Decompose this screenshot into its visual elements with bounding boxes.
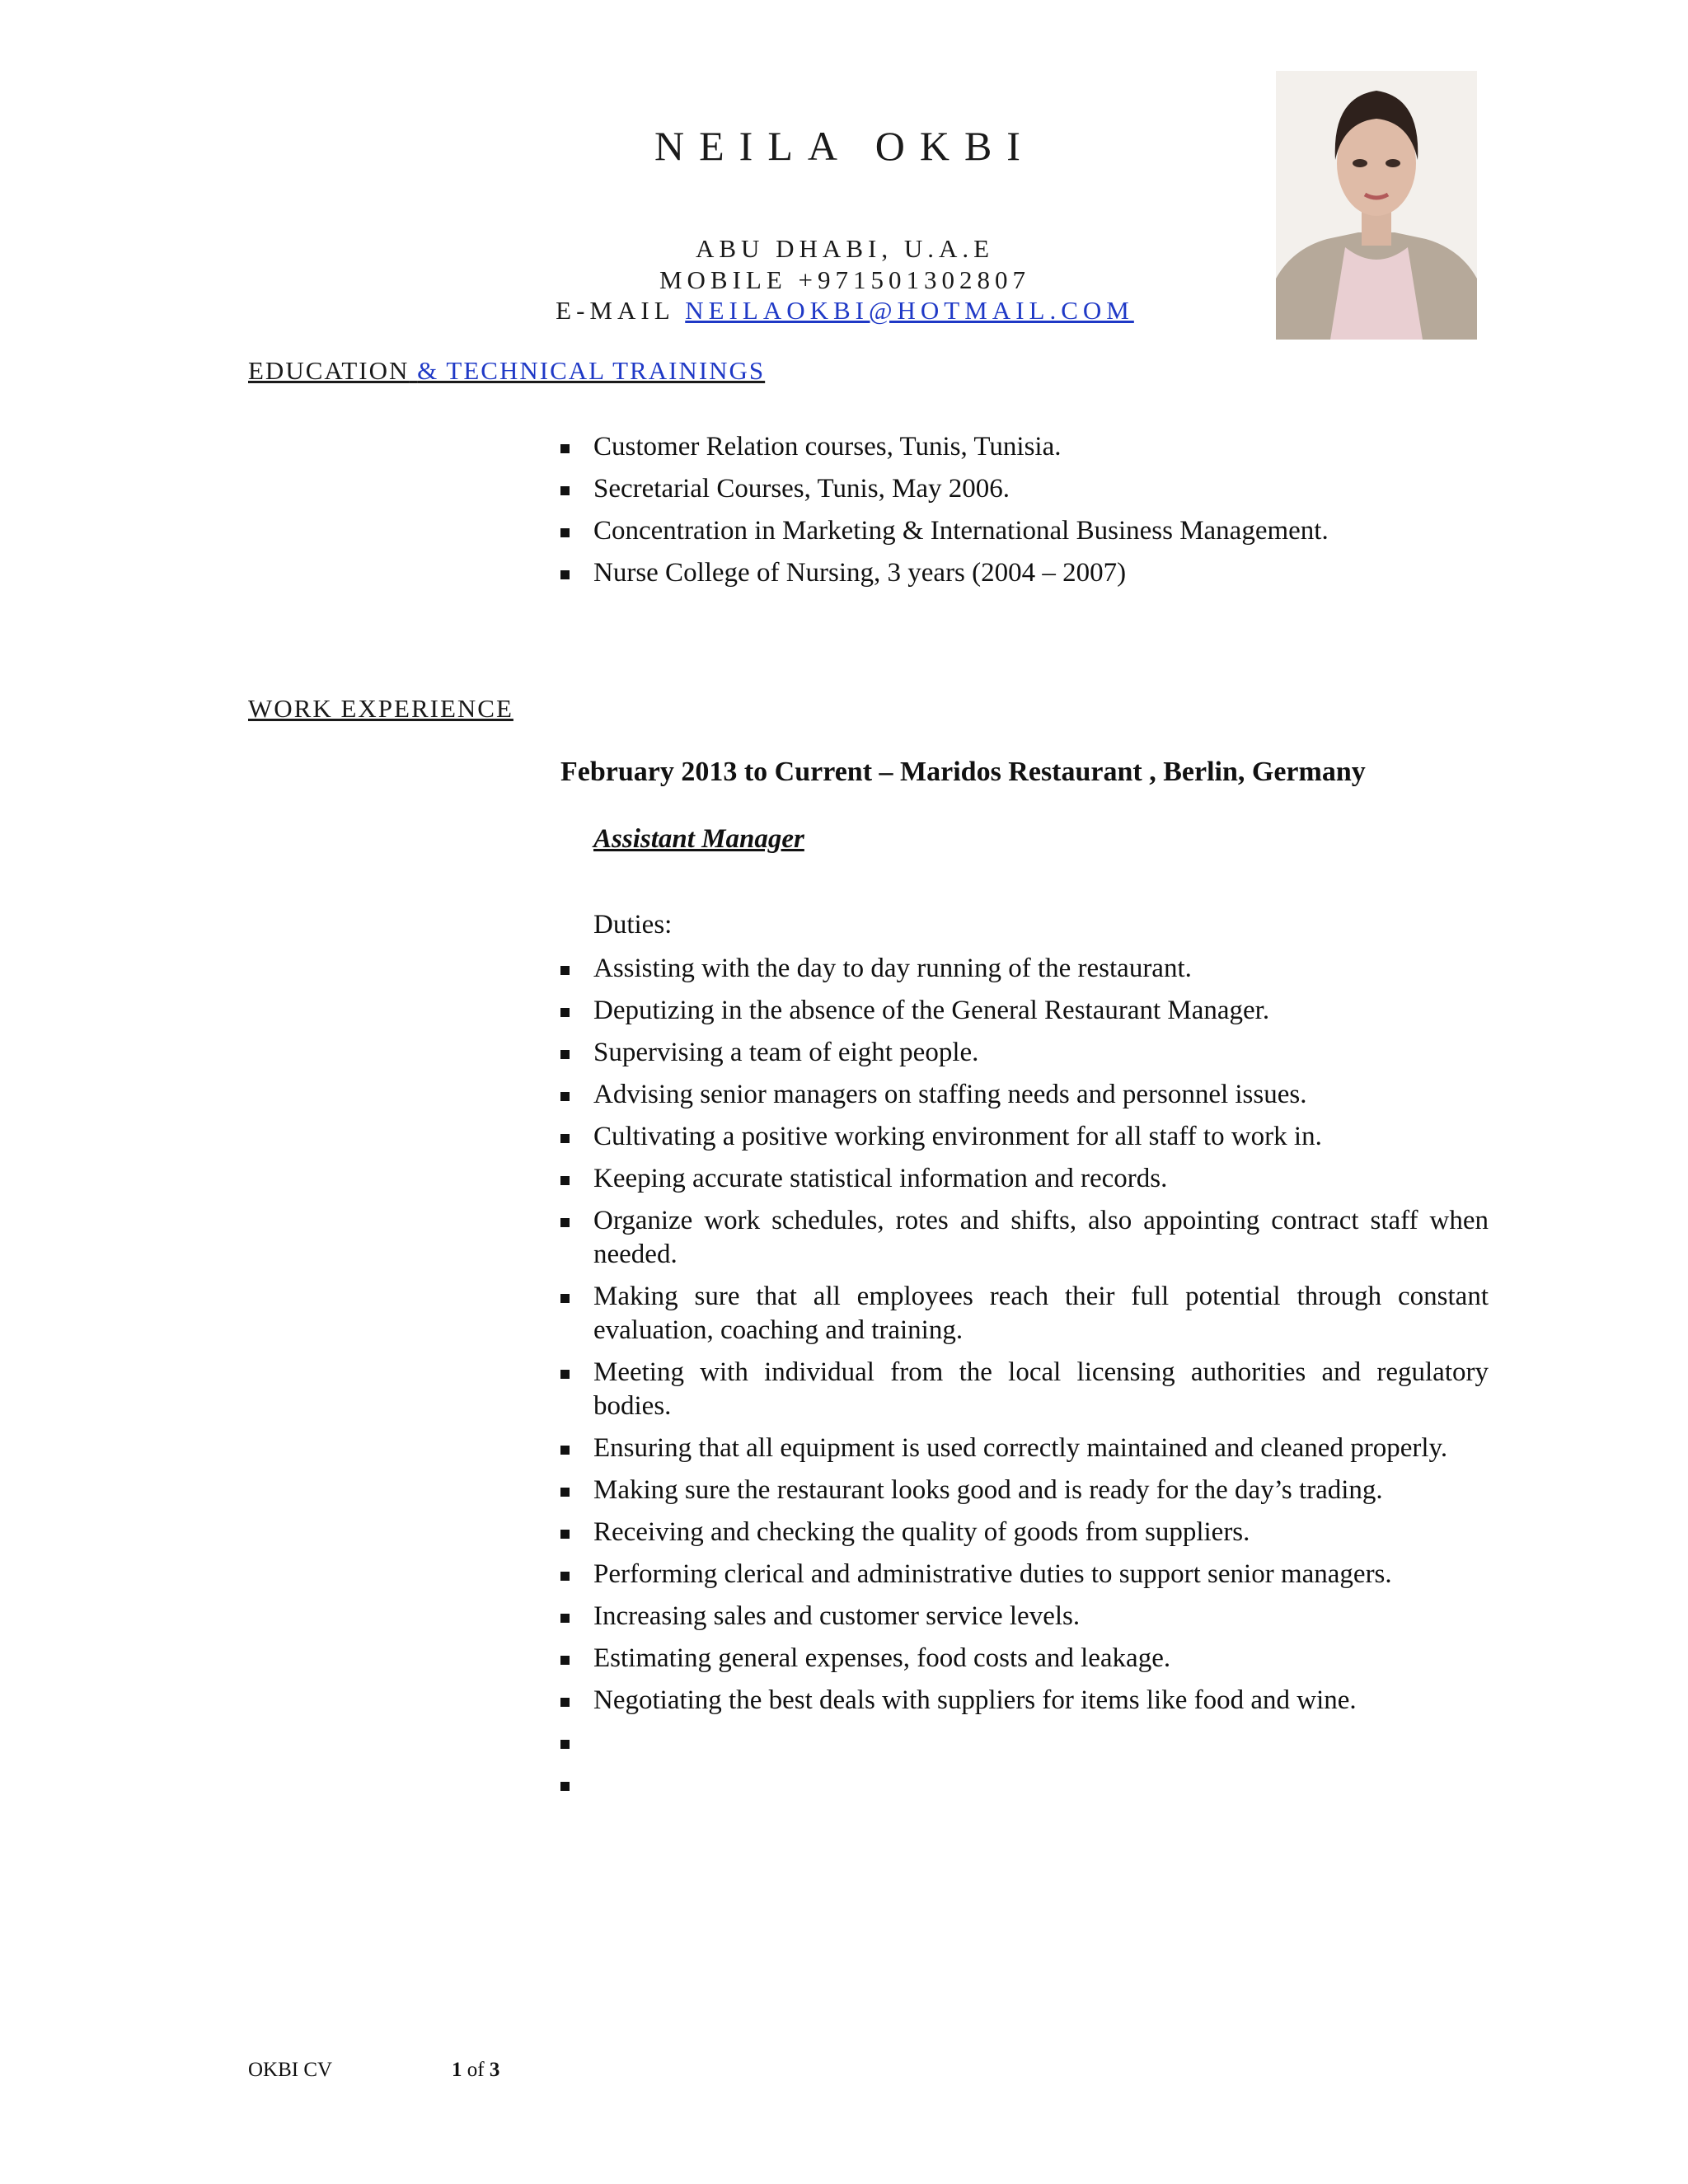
page-of: of [467, 2059, 485, 2081]
bullet-icon [560, 1370, 570, 1379]
bullet-icon [560, 1488, 570, 1497]
list-item: Concentration in Marketing & International Business Management. [559, 514, 1489, 548]
list-item: Deputizing in the absence of the General Restaurant Manager. [559, 994, 1489, 1028]
bullet-icon [560, 1572, 570, 1581]
list-item: Estimating general expenses, food costs and leakage. [559, 1642, 1489, 1675]
bullet-icon [560, 570, 570, 579]
education-heading [248, 356, 765, 386]
profile-photo [1276, 71, 1477, 340]
list-item: Advising senior managers on staffing needs and personnel issues. [559, 1078, 1489, 1112]
list-item: Meeting with individual from the local licensing authorities and regulatory bodies. [559, 1356, 1489, 1423]
list-item: Making sure that all employees reach their full potential through constant evaluation, coaching and training. [559, 1280, 1489, 1347]
list-item: Receiving and checking the quality of goods from suppliers. [559, 1516, 1489, 1549]
bullet-icon [560, 1176, 570, 1185]
list-item: Assisting with the day to day running of the restaurant. [559, 952, 1489, 986]
bullet-icon [560, 1698, 570, 1707]
bullet-icon [560, 1614, 570, 1623]
list-item: Nurse College of Nursing, 3 years (2004 – 2007) [559, 556, 1489, 590]
bullet-icon [560, 528, 570, 537]
position-title: Assistant Manager [593, 824, 804, 854]
bullet-icon [560, 1092, 570, 1101]
bullet-icon [560, 1656, 570, 1665]
education-list [559, 430, 1489, 598]
bullet-icon [560, 1446, 570, 1455]
education-heading-part2: & TECHNICAL TRAININGS [417, 356, 766, 385]
footer-page-number [452, 2059, 499, 2082]
mobile: MOBILE +971501302807 [659, 265, 1031, 294]
education-heading-part1: EDUCATION [248, 356, 410, 385]
email-label: E-MAIL [556, 296, 674, 325]
candidate-name: NEILA OKBI [654, 123, 1035, 169]
page-total: 3 [489, 2059, 500, 2081]
bullet-icon [560, 1134, 570, 1143]
job-title: February 2013 to Current – Maridos Restaurant , Berlin, Germany [560, 757, 1366, 787]
work-experience-heading: WORK EXPERIENCE [248, 694, 513, 723]
list-item: Negotiating the best deals with suppliers for items like food and wine. [559, 1684, 1489, 1718]
bullet-icon [560, 1740, 570, 1749]
email-line [495, 295, 1195, 326]
list-item: Increasing sales and customer service levels. [559, 1600, 1489, 1633]
list-item: Organize work schedules, rotes and shifts, also appointing contract staff when needed. [559, 1204, 1489, 1272]
profile-photo-image [1276, 71, 1477, 340]
bullet-icon [560, 1294, 570, 1303]
footer-doc-label: OKBI CV [248, 2059, 333, 2081]
list-item: Making sure the restaurant looks good and is ready for the day’s trading. [559, 1474, 1489, 1507]
bullet-icon [560, 444, 570, 453]
bullet-icon [560, 1050, 570, 1059]
bullet-icon [560, 1218, 570, 1227]
list-item: Cultivating a positive working environment for all staff to work in. [559, 1120, 1489, 1154]
location: ABU DHABI, U.A.E [695, 234, 995, 263]
bullet-icon [560, 486, 570, 495]
list-item [559, 1768, 1489, 1802]
duties-label: Duties: [593, 910, 673, 940]
list-item: Supervising a team of eight people. [559, 1036, 1489, 1070]
bullet-icon [560, 1530, 570, 1539]
list-item [559, 1726, 1489, 1760]
bullet-icon [560, 966, 570, 975]
list-item: Ensuring that all equipment is used correctly maintained and cleaned properly. [559, 1432, 1489, 1465]
list-item: Customer Relation courses, Tunis, Tunisia. [559, 430, 1489, 464]
bullet-icon [560, 1008, 570, 1017]
bullet-icon [560, 1782, 570, 1791]
list-item: Keeping accurate statistical information and records. [559, 1162, 1489, 1196]
duties-list [559, 952, 1489, 1810]
list-item: Performing clerical and administrative duties to support senior managers. [559, 1558, 1489, 1591]
page-current: 1 [452, 2059, 462, 2081]
list-item: Secretarial Courses, Tunis, May 2006. [559, 472, 1489, 506]
email-link[interactable]: NEILAOKBI@HOTMAIL.COM [685, 296, 1134, 325]
